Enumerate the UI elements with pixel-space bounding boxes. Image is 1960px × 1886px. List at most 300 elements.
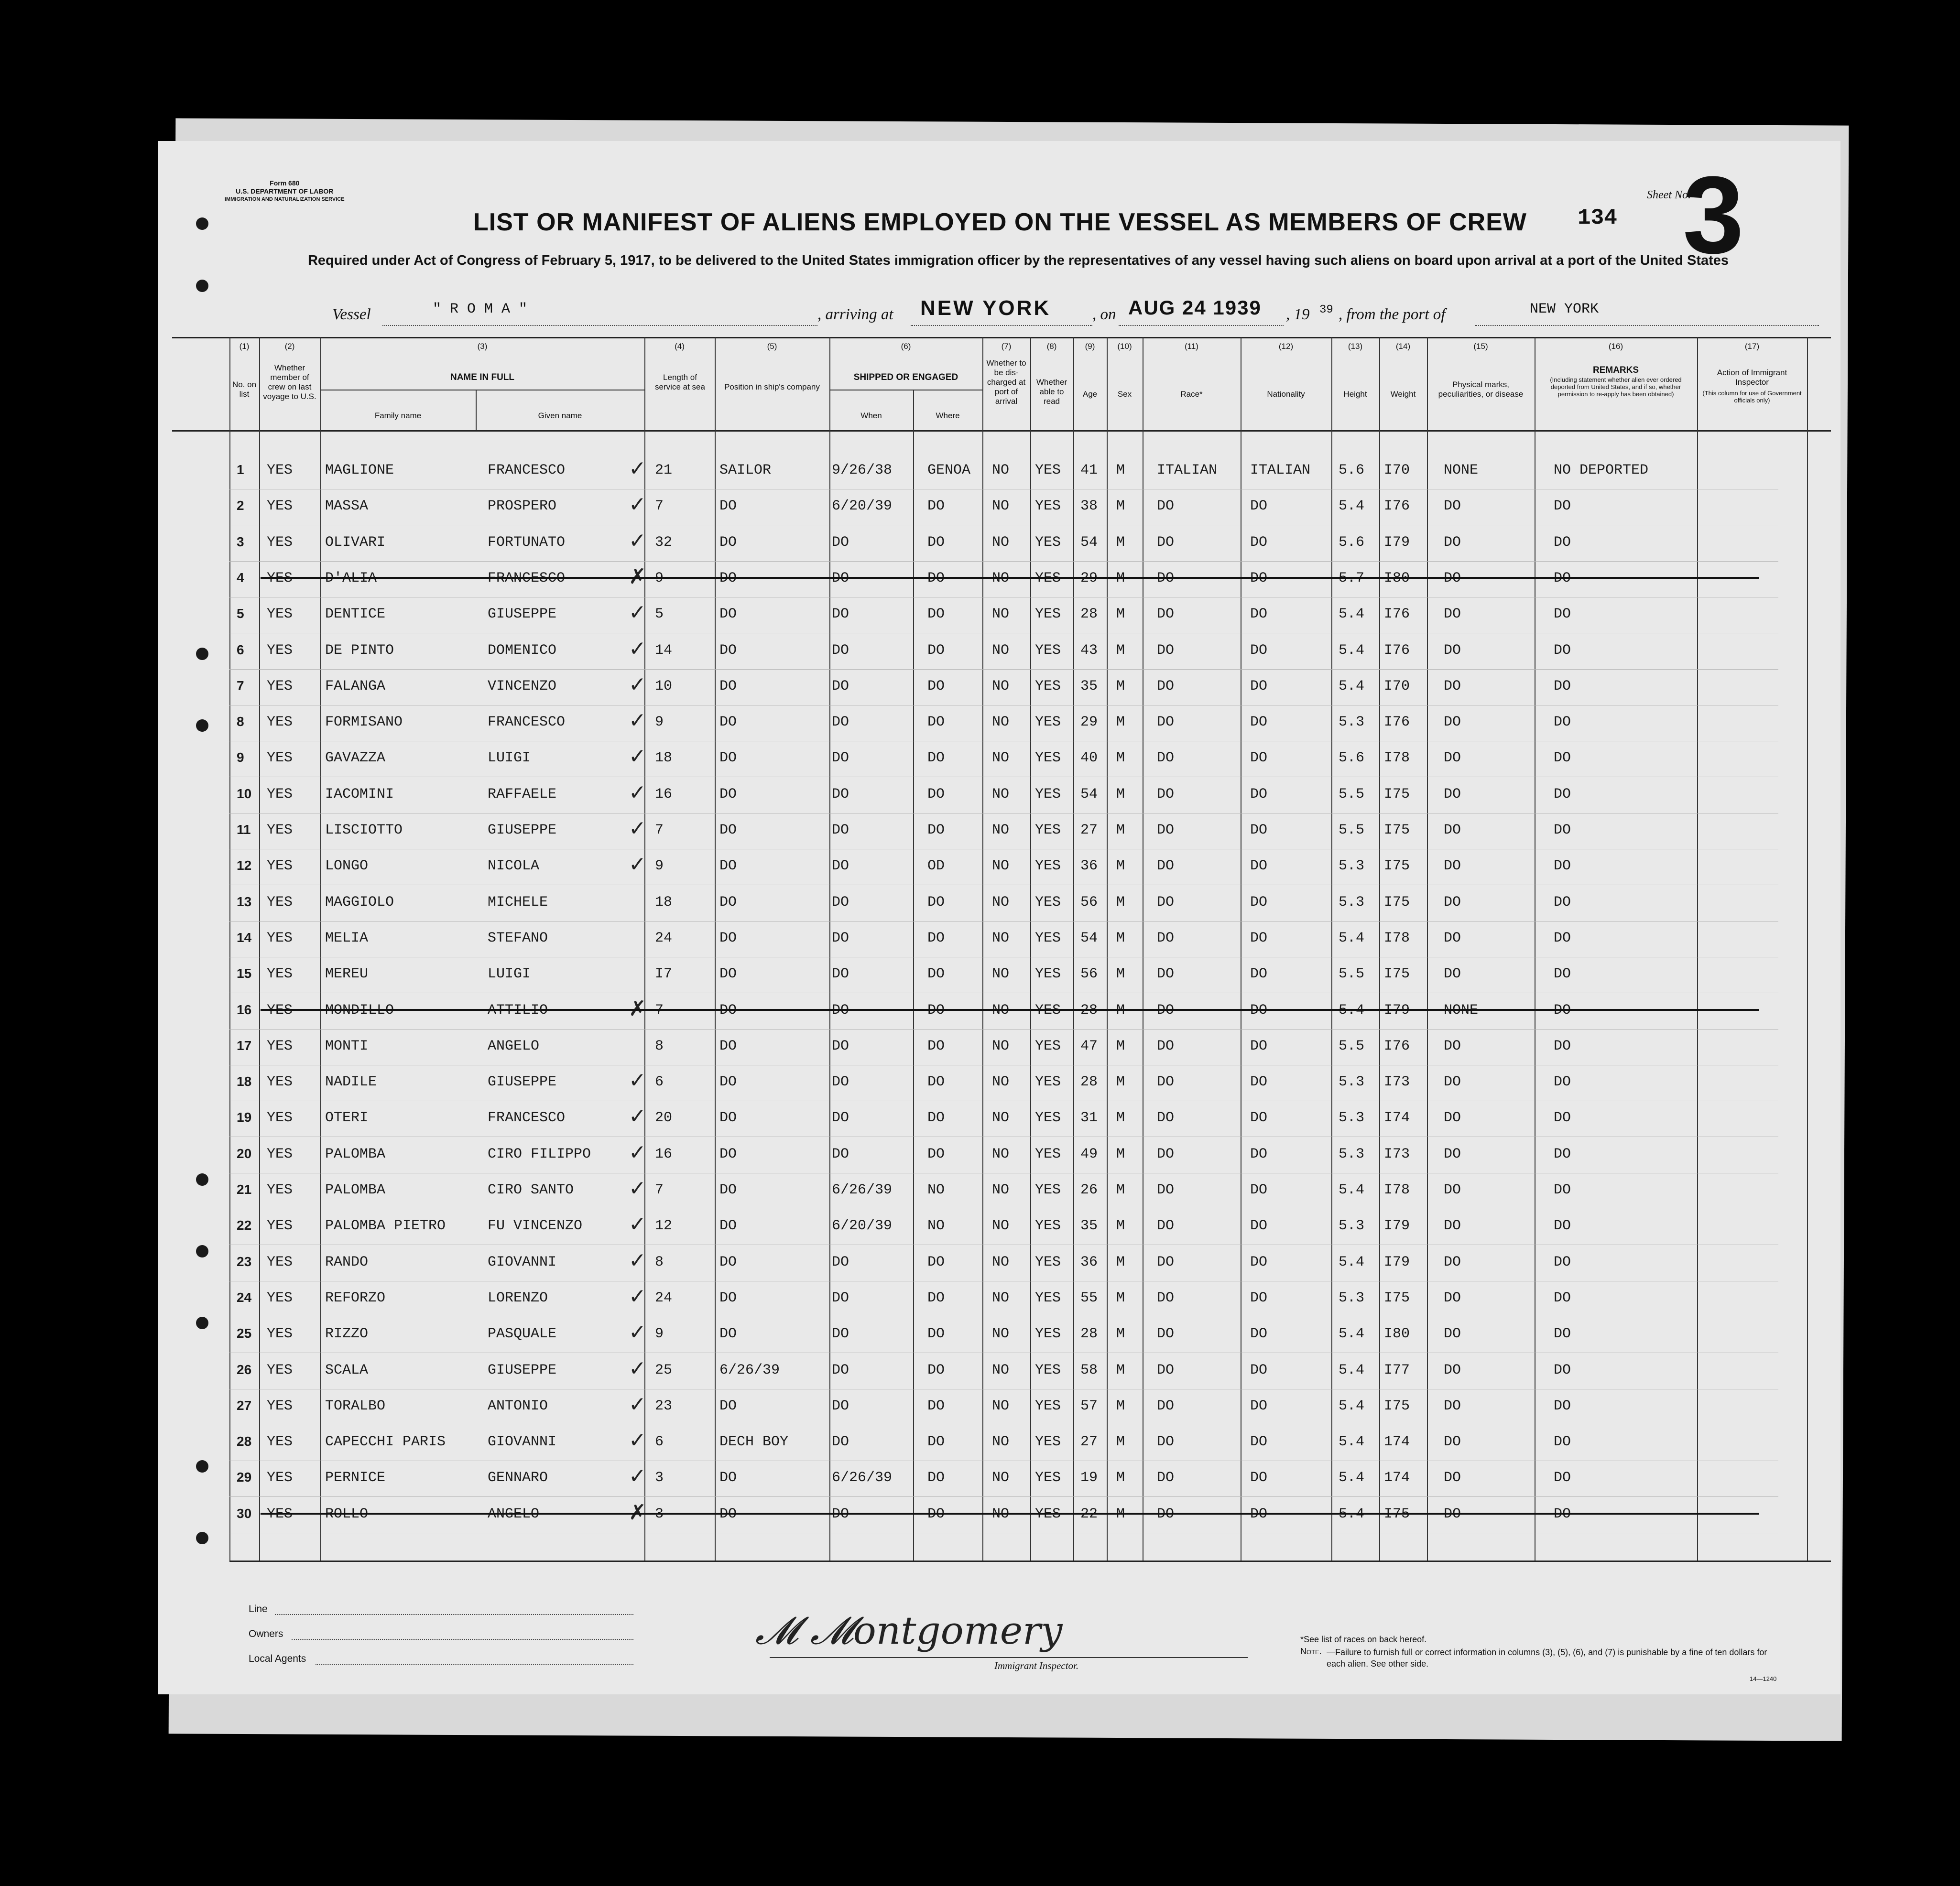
shipped-when-cell: DO [832, 822, 849, 838]
nationality-cell: DO [1250, 1002, 1268, 1019]
can-read-cell: YES [1035, 786, 1061, 802]
fine-note: —Failure to furnish full or correct information in columns (3), (5), (6), and (7) is punishable by a fine of ten dollars for each alien. See other side. [1327, 1648, 1767, 1669]
signature-line [770, 1657, 1248, 1658]
prev-voyage-cell: YES [267, 1146, 293, 1162]
discharged-cell: NO [992, 750, 1010, 766]
height-cell: 5.3 [1339, 894, 1365, 910]
position-cell: 6/26/39 [719, 1362, 780, 1378]
race-cell: DO [1157, 750, 1175, 766]
check-mark-icon: ✓ [629, 1320, 646, 1344]
service-length-cell: 23 [655, 1398, 673, 1414]
row-number: 7 [237, 678, 244, 693]
row-number: 24 [237, 1290, 252, 1305]
sex-cell: M [1116, 1362, 1125, 1378]
age-cell: 58 [1080, 1362, 1098, 1378]
arriving-underline [911, 325, 1092, 326]
remarks-cell: DO [1554, 570, 1571, 586]
check-mark-icon: ✓ [629, 1428, 646, 1452]
height-cell: 5.3 [1339, 858, 1365, 874]
check-mark-icon: ✓ [629, 1212, 646, 1236]
col-num-10: (10) [1117, 342, 1132, 351]
check-mark-icon: ✓ [629, 1284, 646, 1309]
shipped-where-cell: DO [927, 1326, 945, 1342]
form-identification [225, 179, 345, 204]
race-cell: DO [1157, 1506, 1175, 1522]
family-name-cell: PERNICE [325, 1470, 386, 1486]
department-name: U.S. DEPARTMENT OF LABOR [236, 187, 334, 195]
race-cell: DO [1157, 1434, 1175, 1450]
check-mark-icon: ✓ [629, 1140, 646, 1165]
age-cell: 47 [1080, 1038, 1098, 1054]
age-cell: 40 [1080, 750, 1098, 766]
discharged-cell: NO [992, 966, 1010, 982]
family-name-cell: DE PINTO [325, 642, 394, 659]
given-name-cell: FRANCESCO [488, 714, 566, 730]
service-length-cell: 3 [655, 1506, 664, 1522]
shipped-where-cell: DO [927, 1398, 945, 1414]
can-read-cell: YES [1035, 822, 1061, 838]
service-length-cell: 12 [655, 1218, 673, 1234]
remarks-cell: DO [1554, 1146, 1571, 1162]
given-name-cell: GIUSEPPE [488, 606, 557, 622]
shipped-when-cell: DO [832, 1506, 849, 1522]
can-read-cell: YES [1035, 678, 1061, 694]
weight-cell: I79 [1384, 1254, 1410, 1270]
discharged-cell: NO [992, 534, 1010, 551]
from-label: , from the port of [1339, 306, 1446, 323]
shipped-where-cell: DO [927, 498, 945, 514]
can-read-cell: YES [1035, 534, 1061, 551]
shipped-where-cell: DO [927, 1506, 945, 1522]
weight-cell: I79 [1384, 1218, 1410, 1234]
binder-hole-icon [196, 719, 208, 732]
col-rule [913, 390, 914, 1561]
service-length-cell: 8 [655, 1038, 664, 1054]
col-rule [1073, 337, 1074, 1561]
family-name-cell: TORALBO [325, 1398, 386, 1414]
physical-marks-cell: DO [1444, 714, 1461, 730]
row-number: 28 [237, 1434, 252, 1449]
service-length-cell: 24 [655, 1290, 673, 1306]
family-name-cell: DENTICE [325, 606, 386, 622]
on-label: , on [1092, 306, 1116, 323]
physical-marks-cell: DO [1444, 930, 1461, 946]
given-name-cell: GIOVANNI [488, 1434, 557, 1450]
position-cell: DECH BOY [719, 1434, 789, 1450]
weight-cell: I78 [1384, 1182, 1410, 1198]
row-rule [229, 1496, 1778, 1497]
given-name-cell: GIUSEPPE [488, 822, 557, 838]
shipped-where-cell: DO [927, 1254, 945, 1270]
position-cell: DO [719, 714, 737, 730]
height-cell: 5.4 [1339, 678, 1365, 694]
race-cell: DO [1157, 1290, 1175, 1306]
col-num-7: (7) [1001, 342, 1012, 351]
footer-owners-underline [292, 1639, 633, 1640]
sex-cell: M [1116, 894, 1125, 910]
sex-cell: M [1116, 930, 1125, 946]
family-name-cell: MASSA [325, 498, 369, 514]
can-read-cell: YES [1035, 750, 1061, 766]
sex-cell: M [1116, 1110, 1125, 1126]
shipped-where-cell: DO [927, 606, 945, 622]
discharged-cell: NO [992, 1218, 1010, 1234]
remarks-cell: DO [1554, 858, 1571, 874]
shipped-where-cell: DO [927, 642, 945, 659]
row-number: 1 [237, 462, 244, 477]
col-num-12: (12) [1278, 342, 1294, 351]
position-cell: DO [719, 1290, 737, 1306]
remarks-cell: DO [1554, 1218, 1571, 1234]
weight-cell: I73 [1384, 1146, 1410, 1162]
family-name-cell: CAPECCHI PARIS [325, 1434, 446, 1450]
discharged-cell: NO [992, 822, 1010, 838]
nationality-cell: DO [1250, 930, 1268, 946]
sheet-typed-number: 134 [1578, 206, 1617, 230]
physical-marks-cell: NONE [1444, 462, 1479, 478]
service-length-cell: 18 [655, 894, 673, 910]
shipped-where-cell: DO [927, 1362, 945, 1378]
height-cell: 5.4 [1339, 1434, 1365, 1450]
age-cell: 54 [1080, 786, 1098, 802]
weight-cell: I75 [1384, 858, 1410, 874]
shipped-when-cell: DO [832, 1074, 849, 1090]
shipped-when-cell: DO [832, 1290, 849, 1306]
row-number: 14 [237, 930, 252, 945]
remarks-cell: DO [1554, 1038, 1571, 1054]
position-cell: DO [719, 1146, 737, 1162]
physical-marks-cell: DO [1444, 1182, 1461, 1198]
weight-cell: I78 [1384, 750, 1410, 766]
service-length-cell: 10 [655, 678, 673, 694]
shipped-when-cell: 6/26/39 [832, 1470, 893, 1486]
row-number: 30 [237, 1506, 252, 1521]
race-cell: DO [1157, 1326, 1175, 1342]
row-number: 27 [237, 1398, 252, 1413]
nationality-cell: DO [1250, 1110, 1268, 1126]
row-number: 26 [237, 1362, 252, 1377]
position-cell: DO [719, 1326, 737, 1342]
shipped-when-cell: 6/20/39 [832, 1218, 893, 1234]
race-cell: DO [1157, 498, 1175, 514]
physical-marks-cell: DO [1444, 858, 1461, 874]
sex-cell: M [1116, 678, 1125, 694]
nationality-cell: DO [1250, 570, 1268, 586]
nationality-cell: DO [1250, 750, 1268, 766]
shipped-where-cell: DO [927, 678, 945, 694]
nationality-cell: DO [1250, 966, 1268, 982]
discharged-cell: NO [992, 714, 1010, 730]
position-cell: DO [719, 894, 737, 910]
sex-cell: M [1116, 462, 1125, 478]
year-value: 39 [1319, 303, 1333, 316]
discharged-cell: NO [992, 1182, 1010, 1198]
position-cell: DO [719, 498, 737, 514]
col-header-no: No. on list [232, 380, 257, 399]
col-header-nationality: Nationality [1267, 390, 1305, 399]
service-length-cell: 16 [655, 1146, 673, 1162]
col-rule [1807, 337, 1808, 1561]
sex-cell: M [1116, 498, 1125, 514]
service-length-cell: 7 [655, 1002, 664, 1019]
binder-hole-icon [196, 1460, 208, 1473]
check-mark-icon: ✓ [629, 1176, 646, 1201]
height-cell: 5.3 [1339, 1146, 1365, 1162]
nationality-cell: DO [1250, 786, 1268, 802]
arrival-date-stamp: AUG 24 1939 [1128, 296, 1262, 319]
race-cell: DO [1157, 1470, 1175, 1486]
shipped-when-cell: DO [832, 678, 849, 694]
discharged-cell: NO [992, 1254, 1010, 1270]
arriving-port-stamp: NEW YORK [920, 296, 1051, 320]
can-read-cell: YES [1035, 606, 1061, 622]
col-rule [1697, 337, 1698, 1561]
age-cell: 43 [1080, 642, 1098, 659]
family-name-cell: PALOMBA [325, 1146, 386, 1162]
family-name-cell: OTERI [325, 1110, 369, 1126]
discharged-cell: NO [992, 1146, 1010, 1162]
prev-voyage-cell: YES [267, 678, 293, 694]
shipped-when-cell: DO [832, 1110, 849, 1126]
remarks-cell: DO [1554, 966, 1571, 982]
shipped-when-cell: DO [832, 1434, 849, 1450]
row-number: 4 [237, 570, 244, 585]
nationality-cell: DO [1250, 606, 1268, 622]
height-cell: 5.4 [1339, 1002, 1365, 1019]
remarks-cell: DO [1554, 498, 1571, 514]
sex-cell: M [1116, 1218, 1125, 1234]
col-header-physical: Physical marks, peculiarities, or disease [1438, 380, 1524, 399]
service-length-cell: 9 [655, 570, 664, 586]
sex-cell: M [1116, 966, 1125, 982]
shipped-where-cell: DO [927, 570, 945, 586]
can-read-cell: YES [1035, 498, 1061, 514]
shipped-where-cell: DO [927, 714, 945, 730]
height-cell: 5.5 [1339, 822, 1365, 838]
given-name-cell: GIUSEPPE [488, 1362, 557, 1378]
position-cell: DO [719, 786, 737, 802]
weight-cell: I75 [1384, 966, 1410, 982]
race-cell: DO [1157, 1182, 1175, 1198]
position-cell: DO [719, 1074, 737, 1090]
race-cell: DO [1157, 1362, 1175, 1378]
remarks-cell: DO [1554, 1434, 1571, 1450]
discharged-cell: NO [992, 858, 1010, 874]
col-header-prev-voyage: Whether member of crew on last voyage to U.S. [263, 363, 316, 401]
physical-marks-cell: DO [1444, 1074, 1461, 1090]
remarks-cell: DO [1554, 822, 1571, 838]
given-name-cell: ANGELO [488, 1038, 540, 1054]
shipped-where-cell: DO [927, 1038, 945, 1054]
shipped-where-cell: DO [927, 1290, 945, 1306]
check-mark-icon: ✓ [629, 1356, 646, 1381]
family-name-cell: REFORZO [325, 1290, 386, 1306]
row-rule [229, 561, 1778, 562]
shipped-when-cell: 6/20/39 [832, 498, 893, 514]
header-bottom-rule [172, 430, 1831, 432]
family-name-cell: LISCIOTTO [325, 822, 403, 838]
service-length-cell: 7 [655, 498, 664, 514]
race-cell: DO [1157, 1038, 1175, 1054]
discharged-cell: NO [992, 1002, 1010, 1019]
discharged-cell: NO [992, 1398, 1010, 1414]
position-cell: DO [719, 1182, 737, 1198]
weight-cell: 174 [1384, 1434, 1410, 1450]
col-header-family: Family name [374, 411, 422, 420]
position-cell: DO [719, 750, 737, 766]
weight-cell: I79 [1384, 534, 1410, 551]
row-rule [229, 1029, 1778, 1030]
discharged-cell: NO [992, 606, 1010, 622]
from-port: NEW YORK [1530, 301, 1599, 317]
weight-cell: I75 [1384, 1506, 1410, 1522]
can-read-cell: YES [1035, 858, 1061, 874]
nationality-cell: DO [1250, 1254, 1268, 1270]
col-header-action-note: (This column for use of Government officials only) [1702, 390, 1802, 404]
given-name-cell: VINCENZO [488, 678, 557, 694]
position-cell: DO [719, 1254, 737, 1270]
shipped-where-cell: DO [927, 822, 945, 838]
header-top-rule [172, 337, 1831, 338]
nationality-cell: DO [1250, 678, 1268, 694]
nationality-cell: ITALIAN [1250, 462, 1311, 478]
shipped-where-cell: DO [927, 786, 945, 802]
weight-cell: I80 [1384, 570, 1410, 586]
remarks-cell: DO [1554, 1254, 1571, 1270]
physical-marks-cell: DO [1444, 1254, 1461, 1270]
binder-hole-icon [196, 1317, 208, 1329]
can-read-cell: YES [1035, 1290, 1061, 1306]
nationality-cell: DO [1250, 642, 1268, 659]
shipped-where-cell: DO [927, 750, 945, 766]
page-subtitle: Required under Act of Congress of February 5, 1917, to be delivered to the United States immigration officer by the representatives of any vessel having such aliens on board upon arrival at a port of the United States [307, 253, 1729, 268]
position-cell: DO [719, 1470, 737, 1486]
shipped-when-cell: DO [832, 1146, 849, 1162]
race-cell: DO [1157, 858, 1175, 874]
sex-cell: M [1116, 1506, 1125, 1522]
row-strikethrough [261, 1513, 1759, 1515]
discharged-cell: NO [992, 1362, 1010, 1378]
age-cell: 31 [1080, 1110, 1098, 1126]
weight-cell: I74 [1384, 1110, 1410, 1126]
physical-marks-cell: DO [1444, 1362, 1461, 1378]
binder-hole-icon [196, 280, 208, 292]
nationality-cell: DO [1250, 1362, 1268, 1378]
can-read-cell: YES [1035, 966, 1061, 982]
row-number: 18 [237, 1074, 252, 1089]
height-cell: 5.3 [1339, 1110, 1365, 1126]
prev-voyage-cell: YES [267, 570, 293, 586]
height-cell: 5.4 [1339, 1470, 1365, 1486]
nationality-cell: DO [1250, 1038, 1268, 1054]
binder-hole-icon [196, 648, 208, 660]
height-cell: 5.4 [1339, 1326, 1365, 1342]
height-cell: 5.5 [1339, 1038, 1365, 1054]
physical-marks-cell: DO [1444, 1506, 1461, 1522]
check-mark-icon: ✓ [629, 456, 646, 481]
position-cell: DO [719, 678, 737, 694]
physical-marks-cell: DO [1444, 1218, 1461, 1234]
check-mark-icon: ✓ [629, 816, 646, 841]
col-num-6: (6) [901, 342, 911, 351]
race-cell: DO [1157, 1074, 1175, 1090]
can-read-cell: YES [1035, 462, 1061, 478]
prev-voyage-cell: YES [267, 1434, 293, 1450]
position-cell: DO [719, 1218, 737, 1234]
shipped-where-cell: DO [927, 534, 945, 551]
shipped-where-cell: DO [927, 1146, 945, 1162]
footer-owners-label: Owners [249, 1628, 283, 1639]
shipped-when-cell: DO [832, 1038, 849, 1054]
position-cell: DO [719, 1002, 737, 1019]
col-rule [259, 337, 260, 1561]
check-mark-icon: ✓ [629, 1068, 646, 1093]
sex-cell: M [1116, 1290, 1125, 1306]
age-cell: 36 [1080, 858, 1098, 874]
col-num-1: (1) [239, 342, 250, 351]
given-name-cell: PASQUALE [488, 1326, 557, 1342]
given-name-cell: FORTUNATO [488, 534, 566, 551]
shipped-when-cell: 6/26/39 [832, 1182, 893, 1198]
vessel-name: " R O M A " [433, 301, 528, 317]
age-cell: 29 [1080, 714, 1098, 730]
col-rule [1427, 337, 1428, 1561]
row-number: 13 [237, 894, 252, 909]
col-rule [715, 337, 716, 1561]
sheet-number: 3 [1683, 153, 1744, 276]
physical-marks-cell: DO [1444, 1038, 1461, 1054]
check-mark-icon: ✓ [629, 852, 646, 877]
can-read-cell: YES [1035, 1434, 1061, 1450]
col-header-read: Whether able to read [1036, 378, 1067, 406]
nationality-cell: DO [1250, 1434, 1268, 1450]
col-num-13: (13) [1348, 342, 1363, 351]
physical-marks-cell: DO [1444, 606, 1461, 622]
shipped-when-cell: DO [832, 1362, 849, 1378]
age-cell: 56 [1080, 966, 1098, 982]
sex-cell: M [1116, 1074, 1125, 1090]
position-cell: DO [719, 1506, 737, 1522]
race-cell: DO [1157, 1110, 1175, 1126]
position-cell: DO [719, 1398, 737, 1414]
discharged-cell: NO [992, 1506, 1010, 1522]
inspector-signature: 𝓜 𝓜ontgomery [755, 1608, 1063, 1653]
shipped-where-cell: DO [927, 966, 945, 982]
footer-agents-label: Local Agents [249, 1653, 306, 1664]
nationality-cell: DO [1250, 894, 1268, 910]
shipped-where-cell: NO [927, 1182, 945, 1198]
col-num-15: (15) [1473, 342, 1488, 351]
row-number: 12 [237, 858, 252, 873]
age-cell: 41 [1080, 462, 1098, 478]
shipped-when-cell: DO [832, 786, 849, 802]
note-label: Note. [1300, 1647, 1322, 1656]
prev-voyage-cell: YES [267, 534, 293, 551]
service-name: IMMIGRATION AND NATURALIZATION SERVICE [225, 196, 345, 202]
sex-cell: M [1116, 1002, 1125, 1019]
service-length-cell: 8 [655, 1254, 664, 1270]
prev-voyage-cell: YES [267, 1290, 293, 1306]
row-number: 10 [237, 786, 252, 801]
physical-marks-cell: NONE [1444, 1002, 1479, 1019]
service-length-cell: 9 [655, 714, 664, 730]
given-name-cell: NICOLA [488, 858, 540, 874]
sex-cell: M [1116, 822, 1125, 838]
family-name-cell: D'ALIA [325, 570, 377, 586]
cross-mark-icon: ✗ [629, 997, 646, 1021]
discharged-cell: NO [992, 570, 1010, 586]
height-cell: 5.6 [1339, 750, 1365, 766]
